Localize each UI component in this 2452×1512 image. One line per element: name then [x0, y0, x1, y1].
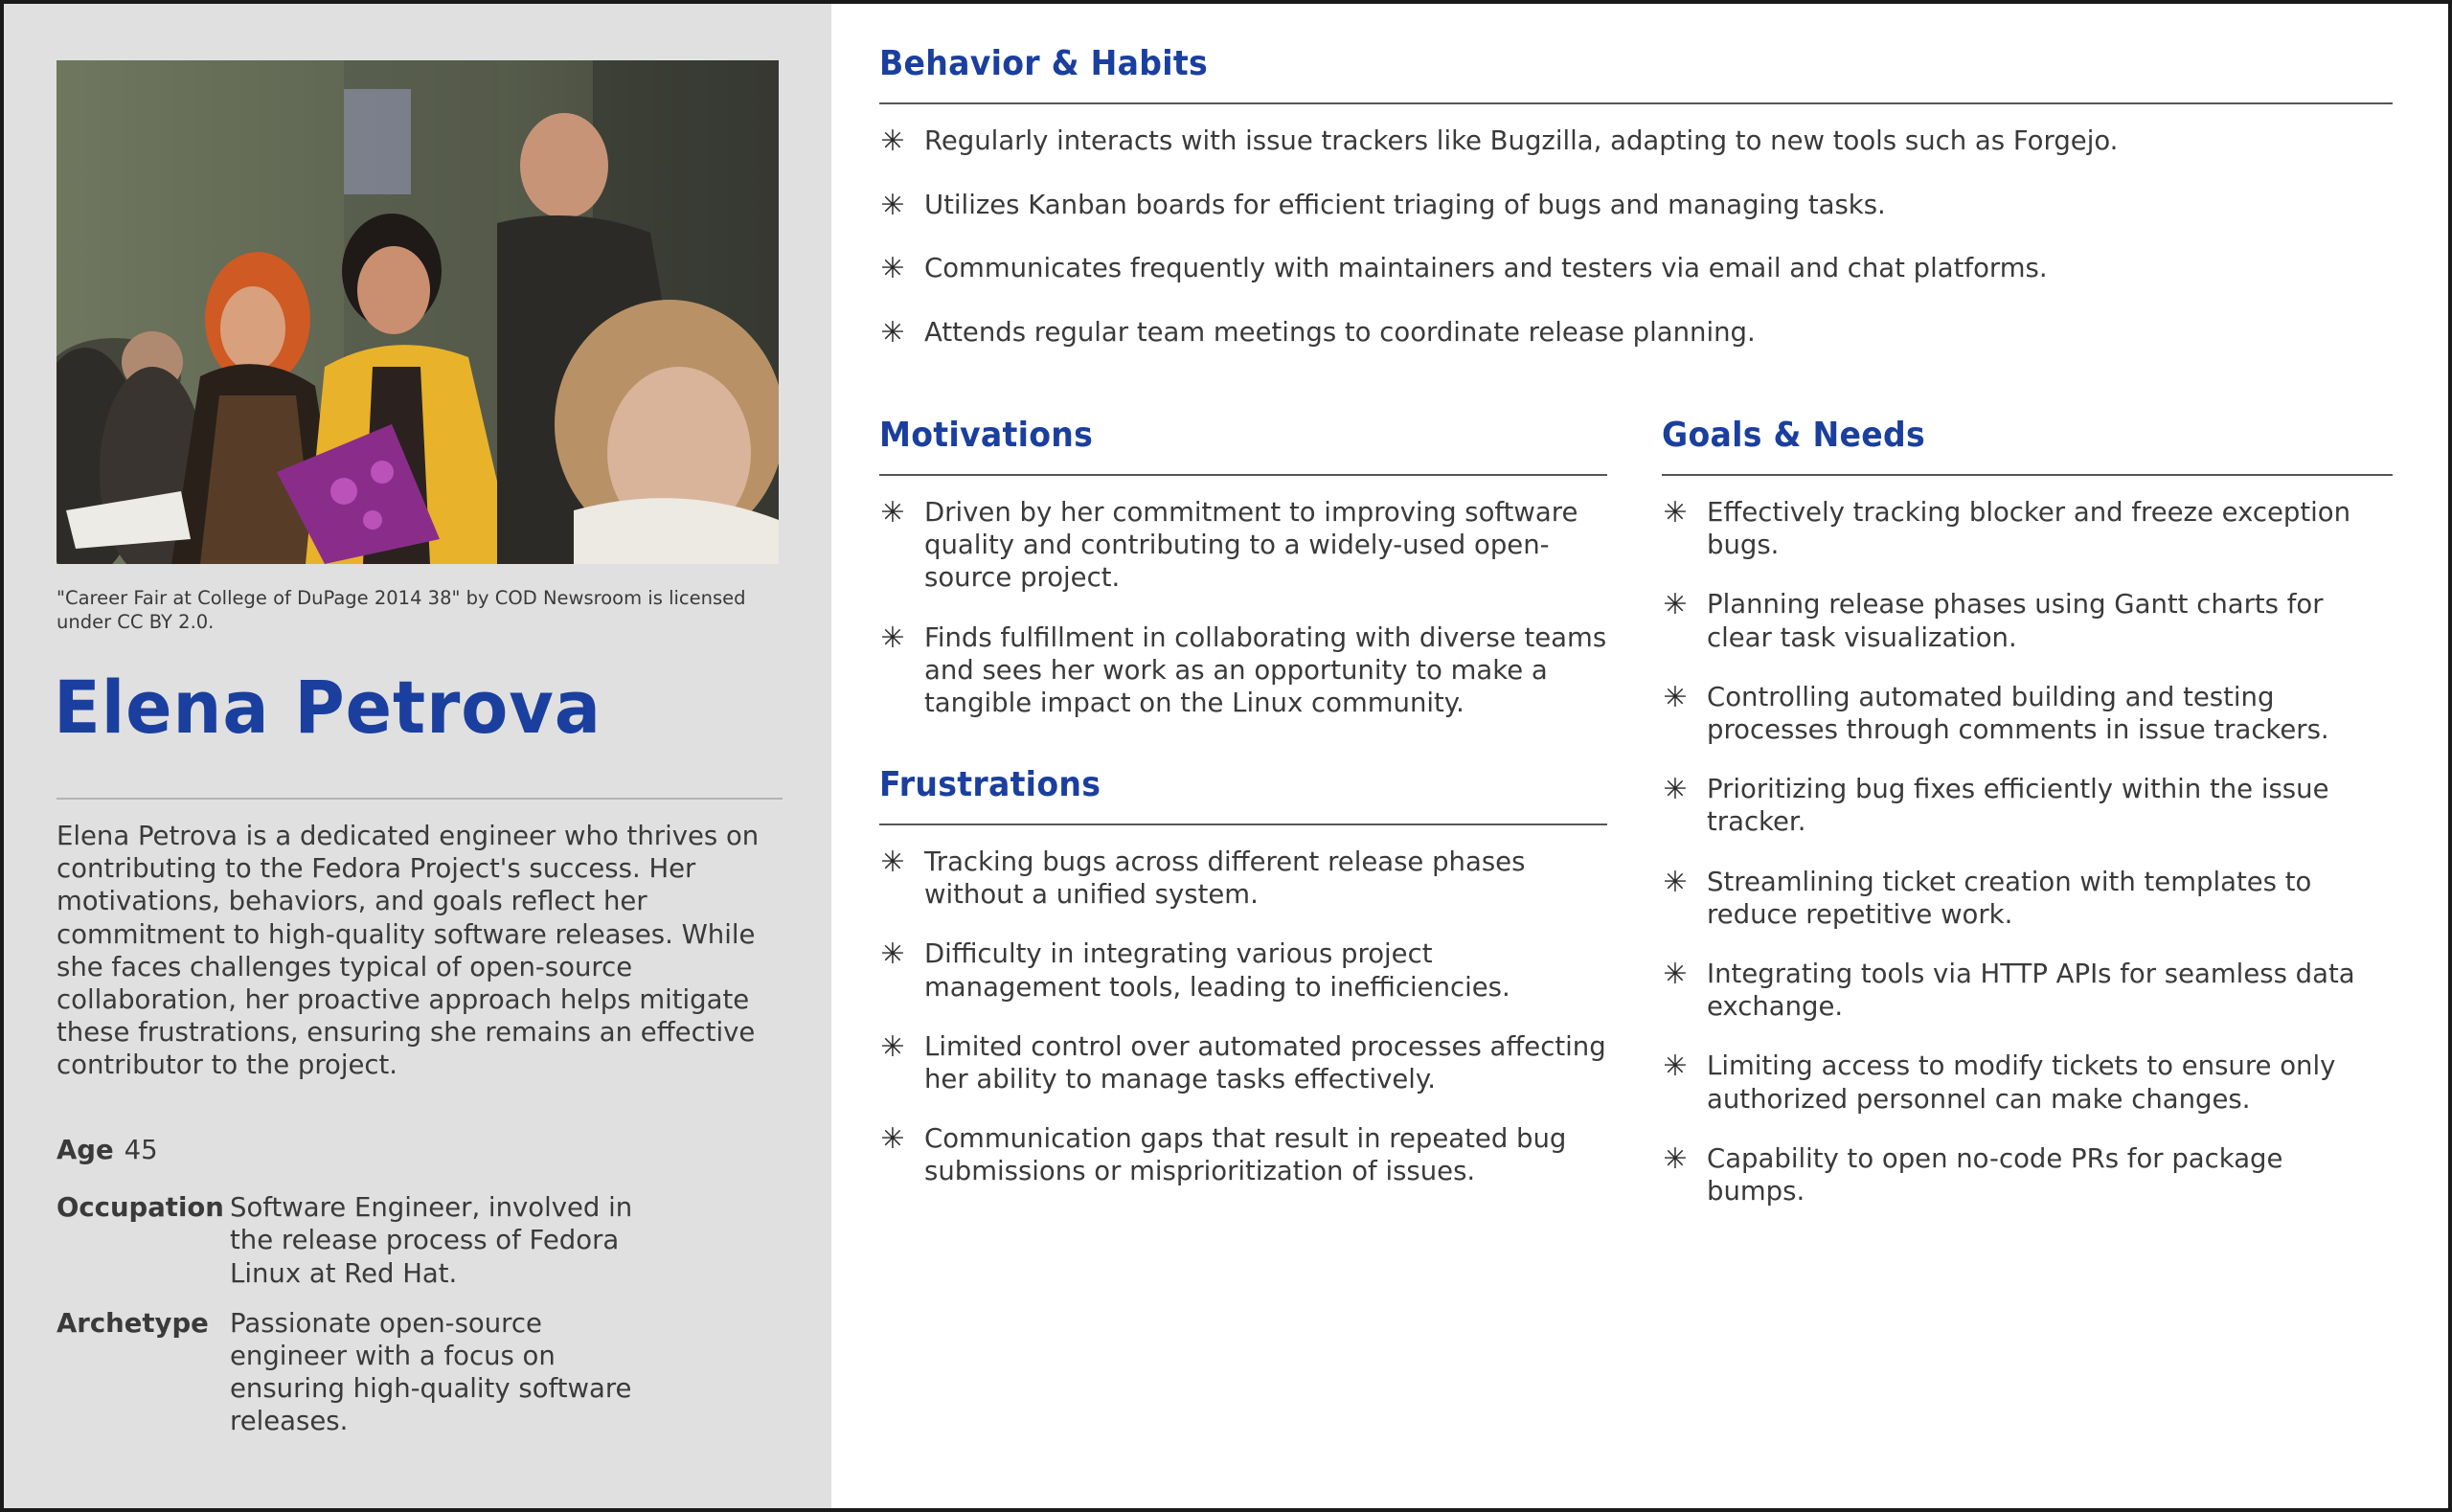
- goals-heading: Goals & Needs: [1662, 416, 1925, 455]
- goals-item-text: Effectively tracking blocker and freeze exception bugs.: [1707, 497, 2351, 561]
- frustrations-item: [879, 937, 1607, 1003]
- behavior-list: [879, 124, 2393, 380]
- frustrations-divider: [879, 824, 1607, 825]
- asterisk-icon: ✳: [1663, 496, 1688, 530]
- frustrations-item-text: Limited control over automated processes affecting her ability to manage tasks effectively.: [924, 1030, 1606, 1095]
- goals-item-text: Controlling automated building and testing processes through comments in issue trackers.: [1707, 681, 2329, 746]
- asterisk-icon: ✳: [880, 1029, 905, 1064]
- asterisk-icon: ✳: [1663, 680, 1688, 714]
- behavior-heading: Behavior & Habits: [879, 44, 1208, 83]
- motivations-item: [879, 496, 1607, 595]
- age-row: [57, 1134, 784, 1166]
- motivations-heading: Motivations: [879, 416, 1094, 455]
- goals-item-text: Planning release phases using Gantt charts for clear task visualization.: [1707, 589, 2324, 653]
- frustrations-item-text: Difficulty in integrating various project management tools, leading to inefficiencies.: [924, 938, 1510, 1003]
- behavior-divider: [879, 102, 2393, 104]
- asterisk-icon: ✳: [880, 846, 905, 879]
- goals-item: [1662, 588, 2361, 653]
- asterisk-icon: ✳: [880, 316, 905, 350]
- age-label: Age: [57, 1135, 114, 1165]
- name-divider: [57, 798, 783, 800]
- behavior-item-text: Regularly interacts with issue trackers like Bugzilla, adapting to new tools such as Forgejo.: [924, 125, 2119, 156]
- goals-item-text: Integrating tools via HTTP APIs for seamless data exchange.: [1707, 959, 2355, 1023]
- persona-photo: [57, 60, 779, 564]
- asterisk-icon: ✳: [1663, 588, 1688, 622]
- frustrations-item-text: Tracking bugs across different release phases without a unified system.: [924, 846, 1526, 911]
- frustrations-item: [879, 846, 1607, 911]
- goals-item-text: Limiting access to modify tickets to ensure only authorized personnel can make changes.: [1707, 1050, 2336, 1115]
- asterisk-icon: ✳: [1663, 1141, 1688, 1176]
- archetype-label: Archetype: [57, 1307, 209, 1339]
- behavior-item-text: Attends regular team meetings to coordinate release planning.: [924, 317, 1756, 349]
- asterisk-icon: ✳: [880, 937, 905, 972]
- asterisk-icon: ✳: [880, 252, 905, 286]
- goals-item-text: Prioritizing bug fixes efficiently within the issue tracker.: [1707, 774, 2329, 838]
- goals-item: [1662, 1142, 2361, 1207]
- frustrations-list: [879, 846, 1607, 1215]
- goals-list: [1662, 496, 2361, 1234]
- persona-name: Elena Petrova: [54, 665, 602, 750]
- motivations-list: [879, 496, 1607, 746]
- goals-item: [1662, 773, 2361, 838]
- persona-bio: Elena Petrova is a dedicated engineer who thrives on contributing to the Fedora Project's success. Her motivations, behaviors, and goals reflect her commitment to high-quality software releases. While she faces challenges typical of open-source collaboration, her proactive approach helps mitigate these frustrations, ensuring she remains an effective contributor to the project.: [57, 821, 760, 1081]
- asterisk-icon: ✳: [1663, 1049, 1688, 1084]
- goals-item: [1662, 496, 2361, 561]
- motivations-item: [879, 621, 1607, 720]
- archetype-row: [57, 1307, 784, 1438]
- asterisk-icon: ✳: [880, 188, 905, 222]
- frustrations-item-text: Communication gaps that result in repeated bug submissions or misprioritization of issues.: [924, 1123, 1567, 1187]
- goals-divider: [1662, 474, 2393, 476]
- goals-item: [1662, 681, 2361, 746]
- asterisk-icon: ✳: [1663, 958, 1688, 992]
- frustrations-heading: Frustrations: [879, 765, 1101, 804]
- behavior-item: [879, 189, 2393, 221]
- behavior-item: [879, 316, 2393, 349]
- frustrations-item: [879, 1122, 1607, 1187]
- goals-item-text: Streamlining ticket creation with templates to reduce repetitive work.: [1707, 866, 2312, 930]
- frustrations-item: [879, 1030, 1607, 1095]
- career-fair-photo-illustration: [57, 60, 779, 564]
- behavior-item-text: Communicates frequently with maintainers and testers via email and chat platforms.: [924, 253, 2048, 284]
- asterisk-icon: ✳: [1663, 865, 1688, 899]
- behavior-item: [879, 252, 2393, 284]
- photo-credit: "Career Fair at College of DuPage 2014 38" by COD Newsroom is licensed under CC BY 2.0.: [57, 587, 746, 633]
- goals-item: [1662, 866, 2361, 931]
- persona-facts: [57, 1134, 784, 1456]
- asterisk-icon: ✳: [880, 1122, 905, 1157]
- asterisk-icon: ✳: [880, 124, 905, 158]
- occupation-value: Software Engineer, involved in the release process of Fedora Linux at Red Hat.: [230, 1192, 633, 1289]
- goals-item-text: Capability to open no-code PRs for package bumps.: [1707, 1142, 2283, 1207]
- profile-sidebar: [4, 4, 831, 1508]
- age-value: 45: [124, 1135, 158, 1165]
- archetype-value: Passionate open-source engineer with a focus on ensuring high-quality software releases.: [230, 1307, 632, 1437]
- motivations-divider: [879, 474, 1607, 476]
- asterisk-icon: ✳: [880, 621, 905, 655]
- motivations-item-text: Finds fulfillment in collaborating with diverse teams and sees her work as an opportunity to make a tangible impact on the Linux community.: [924, 621, 1607, 719]
- behavior-item: [879, 124, 2393, 157]
- occupation-row: [57, 1191, 784, 1290]
- behavior-item-text: Utilizes Kanban boards for efficient triaging of bugs and managing tasks.: [924, 189, 1886, 220]
- goals-item: [1662, 1049, 2361, 1115]
- asterisk-icon: ✳: [1663, 773, 1688, 807]
- occupation-label: Occupation: [57, 1192, 224, 1224]
- asterisk-icon: ✳: [880, 496, 905, 530]
- goals-item: [1662, 958, 2361, 1023]
- motivations-item-text: Driven by her commitment to improving software quality and contributing to a widely-used open-source project.: [924, 497, 1578, 594]
